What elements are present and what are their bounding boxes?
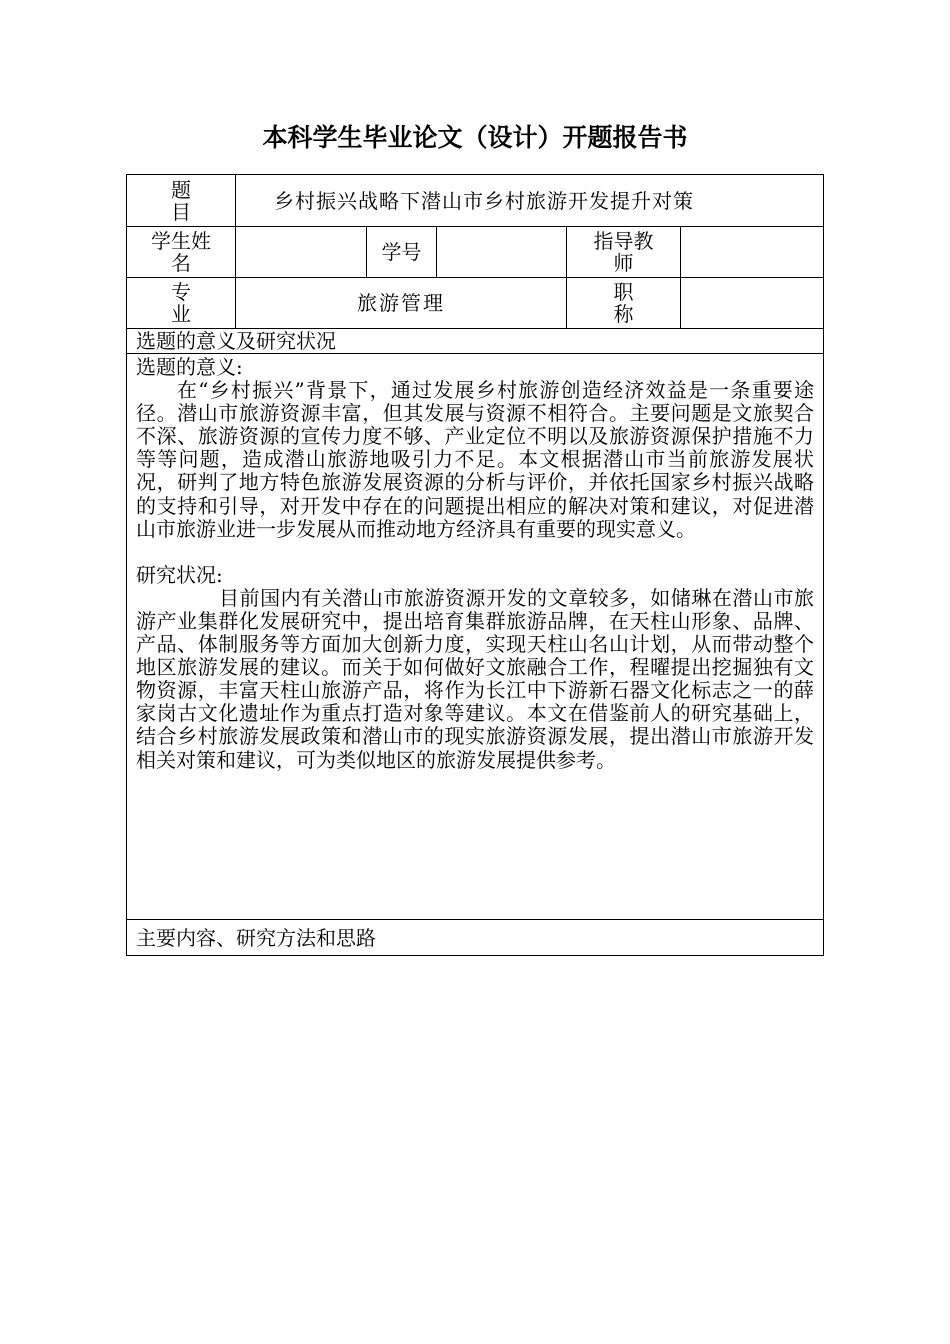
- topic-label: 题 目: [127, 175, 236, 227]
- document-title: 本科学生毕业论文（设计）开题报告书: [262, 123, 688, 152]
- topic-value[interactable]: 乡村振兴战略下潜山市乡村旅游开发提升对策: [236, 175, 824, 227]
- paragraph-spacer: [136, 541, 814, 564]
- significance-header-row: [127, 329, 824, 354]
- student-name-value[interactable]: [236, 227, 367, 278]
- methods-section-header: 主要内容、研究方法和思路: [127, 920, 824, 956]
- major-row: [127, 278, 824, 329]
- status-subheading: 研究状况:: [136, 562, 223, 587]
- advisor-label: 指导教 师: [567, 227, 681, 278]
- advisor-value[interactable]: [681, 227, 824, 278]
- significance-body-row: [127, 354, 824, 920]
- topic-row: [127, 175, 824, 227]
- status-paragraph: 目前国内有关潜山市旅游资源开发的文章较多，如储琳在潜山市旅游产业集群化发展研究中，提出培育集群旅游品牌，在天柱山形象、品牌、产品、体制服务等方面加大创新力度，实现天柱山名山计划，从而带动整个地区旅游发展的建议。而关于如何做好文旅融合工作，程曜提出挖掘独有文物资源，丰富天柱山旅游产品，将作为长江中下游新石器文化标志之一的薛家岗古文化遗址作为重点打造对象等建议。本文在借鉴前人的研究基础上，结合乡村旅游发展政策和潜山市的现实旅游资源发展，提出潜山市旅游开发相关对策和建议，可为类似地区的旅游发展提供参考。: [136, 585, 815, 772]
- student-row: [127, 227, 824, 278]
- significance-subheading: 选题的意义:: [136, 355, 243, 379]
- significance-paragraph: 在“乡村振兴”背景下，通过发展乡村旅游创造经济效益是一条重要途径。潜山市旅游资源丰富，但其发展与资源不相符合。主要问题是文旅契合不深、旅游资源的宣传力度不够、产业定位不明以及旅游资源保护措施不力等等问题，造成潜山旅游地吸引力不足。本文根据潜山市当前旅游发展状况，研判了地方特色旅游发展资源的分析与评价，并依托国家乡村振兴战略的支持和引导，对开发中存在的问题提出相应的解决对策和建议，对促进潜山市旅游业进一步发展从而推动地方经济具有重要的现实意义。: [136, 378, 815, 541]
- student-id-value[interactable]: [437, 227, 567, 278]
- proposal-form-table: [126, 174, 824, 956]
- student-id-label: 学号: [367, 227, 437, 278]
- title-rank-label: 职 称: [567, 278, 681, 329]
- major-value[interactable]: 旅游管理: [236, 278, 567, 329]
- student-name-label: 学生姓 名: [127, 227, 236, 278]
- title-rank-value[interactable]: [681, 278, 824, 329]
- significance-section-header: 选题的意义及研究状况: [127, 329, 824, 354]
- methods-header-row: [127, 920, 824, 956]
- major-label: 专 业: [127, 278, 236, 329]
- significance-body-cell[interactable]: [127, 354, 824, 920]
